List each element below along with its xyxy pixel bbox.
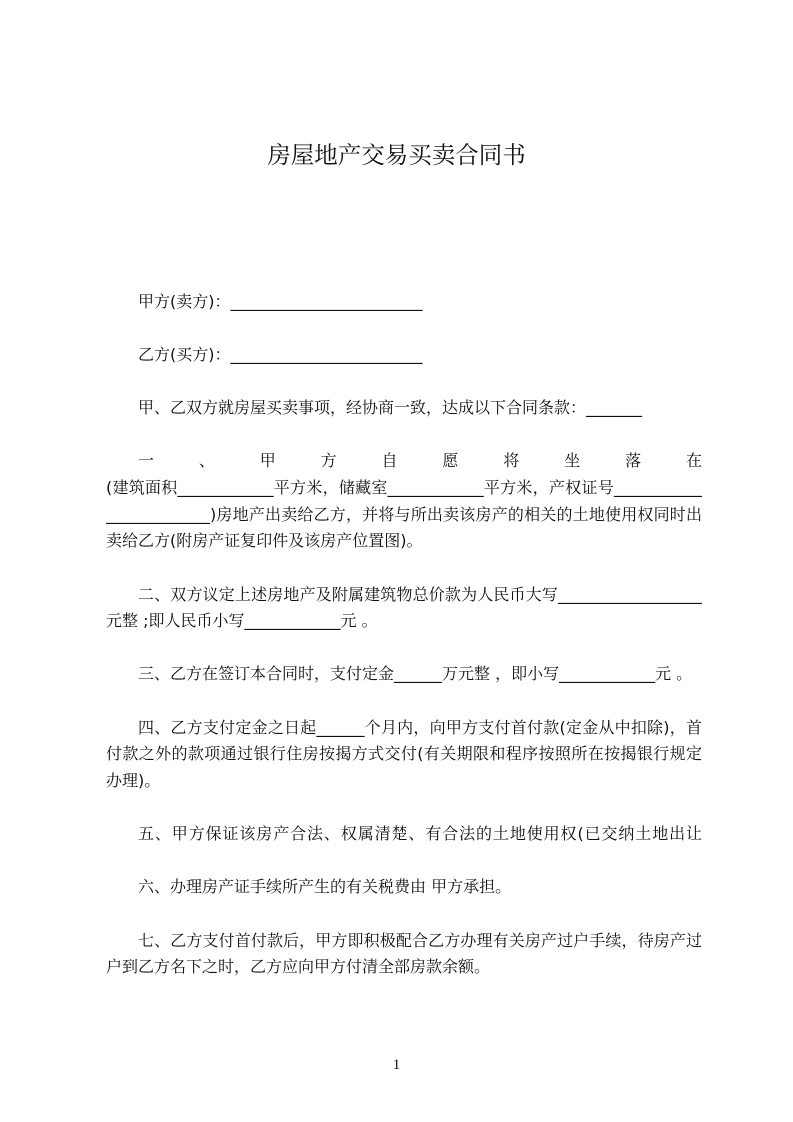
clause-4 (106, 715, 702, 795)
preamble (106, 395, 702, 422)
clause-4-line-1: 四、乙方支付定金之日起______个月内，向甲方支付首付款(定金从中扣除)，首 (138, 717, 702, 737)
clause-6 (106, 874, 702, 901)
clause-7-line-1: 七、乙方支付首付款后，甲方即积极配合乙方办理有关房产过户手续，待房产过 (138, 930, 702, 950)
preamble-line: 甲、乙双方就房屋买卖事项，经协商一致，达成以下合同条款：_______ (138, 398, 643, 418)
seller-party (106, 289, 702, 316)
clause-1-line-4: 卖给乙方(附房产证复印件及该房产位置图)。 (106, 531, 423, 551)
clause-4-line-2: 付款之外的款项通过银行住房按揭方式交付(有关期限和程序按照所在按揭银行规定 (106, 744, 702, 764)
document-title: 房屋地产交易买卖合同书 (267, 141, 526, 169)
page-number: 1 (392, 1057, 401, 1073)
clause-7-line-2: 户到乙方名下之时，乙方应向甲方付清全部房款余额。 (106, 957, 491, 977)
clause-5-line-1: 五、甲方保证该房产合法、权属清楚、有合法的土地使用权(已交纳土地出让 (138, 824, 702, 844)
clause-2-line-1: 二、双方议定上述房地产及附属建筑物总价款为人民币大写__________________ (138, 584, 702, 604)
clause-1 (106, 448, 702, 555)
seller-party-line: 甲方(卖方)：________________________ (138, 291, 423, 311)
clause-1-line-1: 一、甲方自愿将坐落在 (138, 451, 702, 471)
clause-5 (106, 821, 702, 848)
clause-2-line-2: 元整 ;即人民币小写____________元 。 (106, 611, 378, 631)
clause-1-line-3: _____________)房地产出卖给乙方，并将与所出卖该房产的相关的土地使用权同时出 (106, 504, 702, 524)
buyer-party-line: 乙方(买方)：________________________ (138, 344, 423, 364)
clause-2 (106, 582, 702, 635)
clause-1-line-2: (建筑面积____________平方米，储藏室____________平方米，产权证号___________ (106, 478, 702, 498)
clause-6-line-1: 六、办理房产证手续所产生的有关税费由 甲方承担。 (138, 877, 512, 897)
buyer-party (106, 342, 702, 369)
clause-3 (106, 661, 702, 688)
clause-4-line-3: 办理)。 (106, 770, 161, 790)
clause-7 (106, 928, 702, 981)
contract-body (106, 289, 702, 1008)
clause-3-line-1: 三、乙方在签订本合同时，支付定金______万元整 ，即小写____________元 。 (138, 664, 693, 684)
